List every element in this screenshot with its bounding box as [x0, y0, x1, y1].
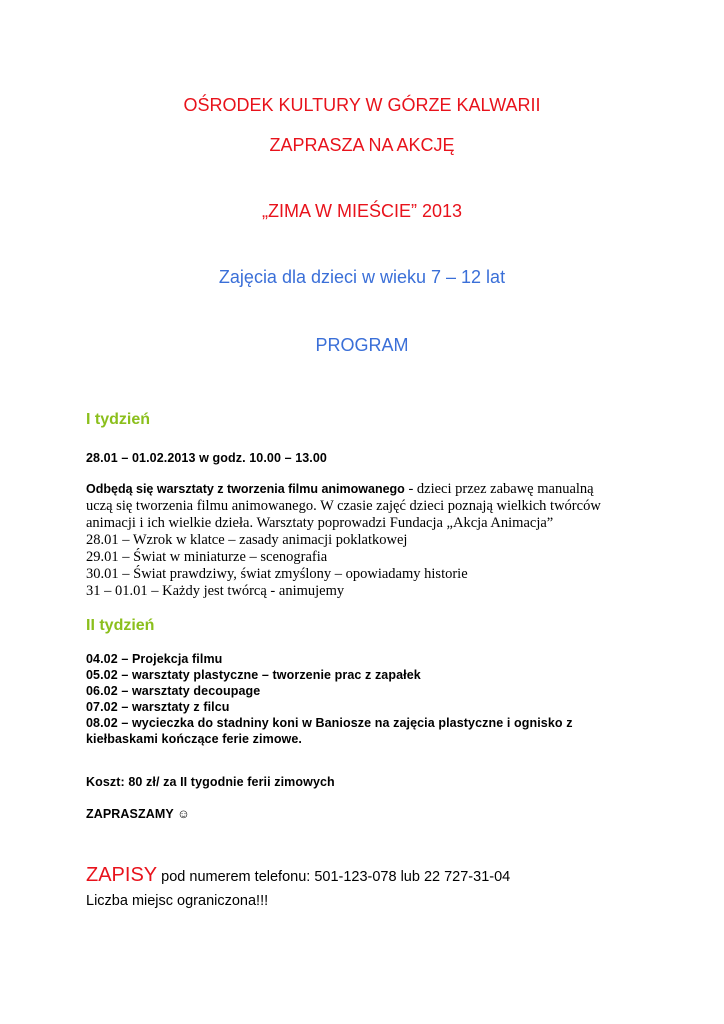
- age-info: Zajęcia dla dzieci w wieku 7 – 12 lat: [218, 267, 506, 287]
- week1-item: 30.01 – Świat prawdziwy, świat zmyślony – opowiadamy historie: [86, 566, 468, 582]
- week2-item: 04.02 – Projekcja filmu: [86, 652, 223, 666]
- week2-list: [86, 651, 573, 747]
- signup-limit: Liczba miejsc ograniczona!!!: [86, 893, 269, 909]
- signup-line: [86, 864, 510, 887]
- header-line1: OŚRODEK KULTURY W GÓRZE KALWARII: [183, 95, 541, 115]
- signup-word: ZAPISY: [86, 864, 158, 886]
- program-heading: PROGRAM: [315, 335, 409, 355]
- week1-item: 28.01 – Wzrok w klatce – zasady animacji poklatkowej: [86, 532, 408, 548]
- week2-heading: II tydzień: [86, 617, 155, 634]
- week1-heading: I tydzień: [86, 411, 151, 428]
- event-title: „ZIMA W MIEŚCIE” 2013: [261, 201, 463, 221]
- invite-text: ZAPRASZAMY ☺: [86, 807, 191, 821]
- week2-item: 07.02 – warsztaty z filcu: [86, 700, 230, 714]
- week1-desc-rest: - dzieci przez zabawę manualną: [404, 481, 594, 497]
- week1-description: [86, 481, 646, 600]
- week1-desc-line2: uczą się tworzenia filmu animowanego. W czasie zajęć dzieci poznają wielkich twórców: [86, 498, 601, 514]
- week1-desc-line1: [86, 481, 646, 498]
- week1-dates: 28.01 – 01.02.2013 w godz. 10.00 – 13.00: [86, 451, 327, 465]
- week1-item: 29.01 – Świat w miniaturze – scenografia: [86, 549, 328, 565]
- week2-item: 05.02 – warsztaty plastyczne – tworzenie prac z zapałek: [86, 668, 421, 682]
- signup-phone: pod numerem telefonu: 501-123-078 lub 22 727-31-04: [157, 869, 511, 885]
- week2-item: kiełbaskami kończące ferie zimowe.: [86, 732, 303, 746]
- cost-info: Koszt: 80 zł/ za II tygodnie ferii zimowych: [86, 775, 335, 789]
- week1-item: 31 – 01.01 – Każdy jest twórcą - animujemy: [86, 583, 345, 599]
- week1-desc-line3: animacji i ich wielkie dzieła. Warsztaty poprowadzi Fundacja „Akcja Animacja”: [86, 515, 554, 531]
- header-line2: ZAPRASZA NA AKCJĘ: [269, 135, 455, 155]
- week2-item: 08.02 – wycieczka do stadniny koni w Baniosze na zajęcia plastyczne i ognisko z: [86, 716, 573, 730]
- week1-desc-bold: Odbędą się warsztaty z tworzenia filmu animowanego: [86, 482, 405, 496]
- week2-item: 06.02 – warsztaty decoupage: [86, 684, 261, 698]
